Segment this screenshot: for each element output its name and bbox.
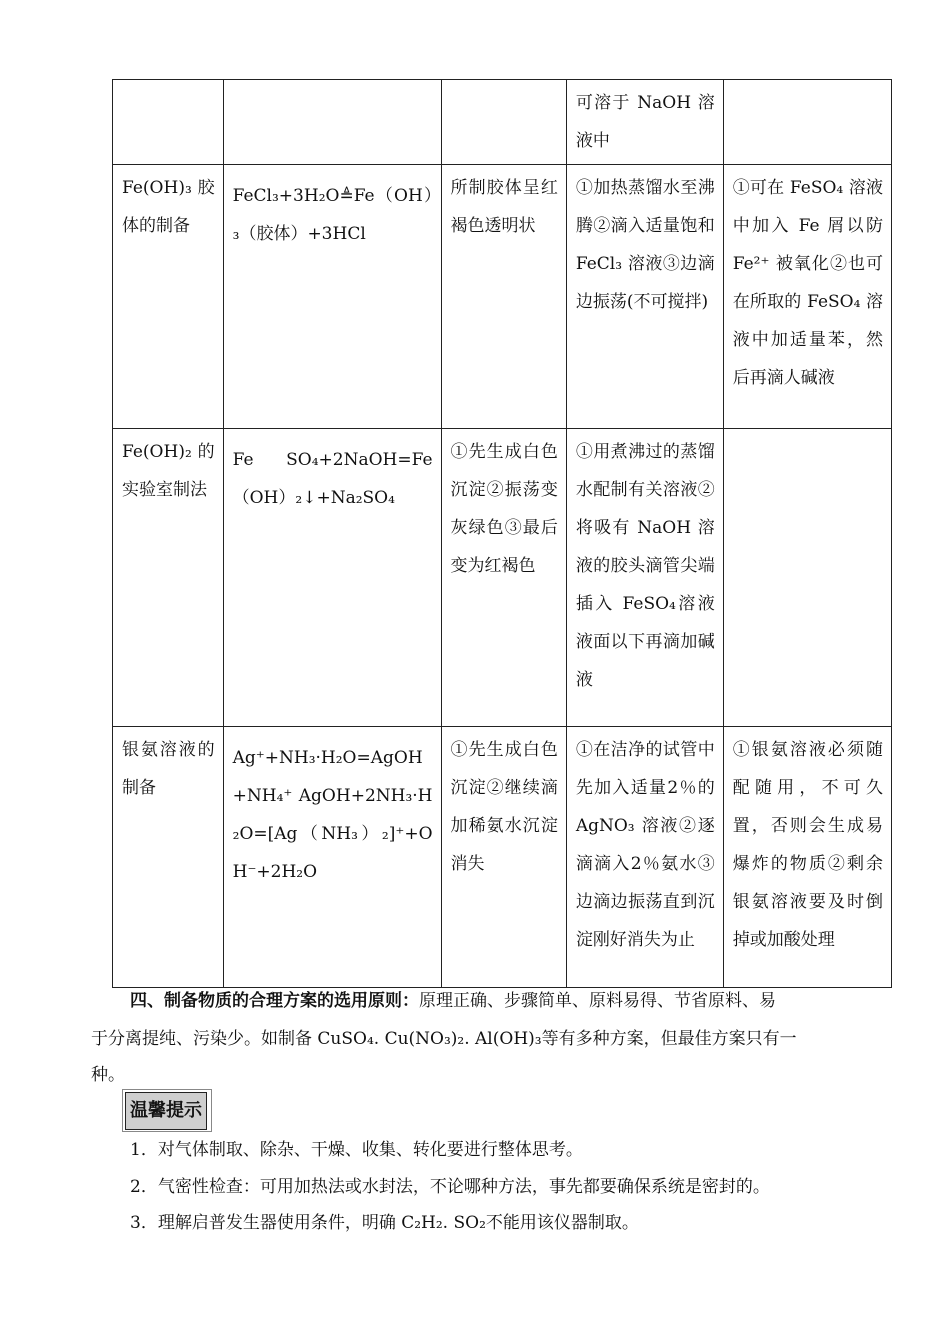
equation: Fe SO₄+2NaOH=Fe（OH）₂↓+Na₂SO₄ — [232, 450, 433, 508]
section4-text-line2: 于分离提纯、污染少。如制备 CuSO₄. Cu(NO₃)₂. Al(OH)₃等有多种方案，但最佳方案只有一 — [91, 1029, 797, 1049]
table-cell: ①可在 FeSO₄ 溶液中加入 Fe 屑以防 Fe²⁺ 被氧化②也可在所取的 FeSO₄ 溶液中加适量苯，然后再滴人碱液 — [723, 165, 891, 429]
section4-text-line1: 原理正确、步骤简单、原料易得、节省原料、易 — [419, 991, 776, 1011]
table-cell: 所制胶体呈红褐色透明状 — [441, 165, 566, 429]
table-cell — [441, 80, 566, 165]
table-cell — [723, 80, 891, 165]
table-cell: Fe(OH)₃ 胶体的制备 — [113, 165, 224, 429]
table-cell — [223, 80, 441, 165]
table-cell — [223, 165, 441, 429]
table-cell — [223, 429, 441, 727]
tip-label: 温馨提示 — [125, 1092, 207, 1130]
table-cell: ①先生成白色沉淀②继续滴加稀氨水沉淀消失 — [441, 727, 566, 988]
equation: Ag⁺+NH₃·H₂O=AgOH+NH₄⁺ AgOH+2NH₃·H₂O=[Ag（NH₃）₂]⁺+OH⁻+2H₂O — [232, 748, 433, 882]
table-cell — [113, 80, 224, 165]
table-cell: ①在洁净的试管中先加入适量2％的 AgNO₃ 溶液②逐滴滴入2％氨水③边滴边振荡直到沉淀刚好消失为止 — [566, 727, 723, 988]
section4-paragraph — [130, 989, 860, 1013]
table-cell: ①用煮沸过的蒸馏水配制有关溶液②将吸有 NaOH 溶液的胶头滴管尖端插入 FeSO₄溶液液面以下再滴加碱液 — [566, 429, 723, 727]
table-row — [113, 727, 892, 988]
table-cell: ①先生成白色沉淀②振荡变灰绿色③最后变为红褐色 — [441, 429, 566, 727]
table-cell: 银氨溶液的制备 — [113, 727, 224, 988]
section4-text-line3: 种。 — [91, 1065, 125, 1085]
tip-item: 3．理解启普发生器使用条件，明确 C₂H₂. SO₂不能用该仪器制取。 — [130, 1213, 639, 1233]
table-cell: Fe(OH)₂ 的实验室制法 — [113, 429, 224, 727]
section4-heading: 四、制备物质的合理方案的选用原则： — [130, 991, 419, 1011]
table-row — [113, 429, 892, 727]
equation: FeCl₃+3H₂O≜Fe（OH）₃（胶体）+3HCl — [232, 186, 433, 244]
table-cell: 可溶于 NaOH 溶液中 — [566, 80, 723, 165]
table-cell — [223, 727, 441, 988]
table-cell: ①银氨溶液必须随配随用，不可久置，否则会生成易爆炸的物质②剩余银氨溶液要及时倒掉或加酸处理 — [723, 727, 891, 988]
table-row — [113, 165, 892, 429]
tip-item: 1．对气体制取、除杂、干燥、收集、转化要进行整体思考。 — [130, 1140, 583, 1160]
table-cell: ①加热蒸馏水至沸腾②滴入适量饱和 FeCl₃ 溶液③边滴边振荡(不可搅拌) — [566, 165, 723, 429]
preparation-table — [112, 79, 892, 988]
tip-item: 2．气密性检查：可用加热法或水封法，不论哪种方法，事先都要确保系统是密封的。 — [130, 1177, 770, 1197]
table-cell — [723, 429, 891, 727]
table-row — [113, 80, 892, 165]
